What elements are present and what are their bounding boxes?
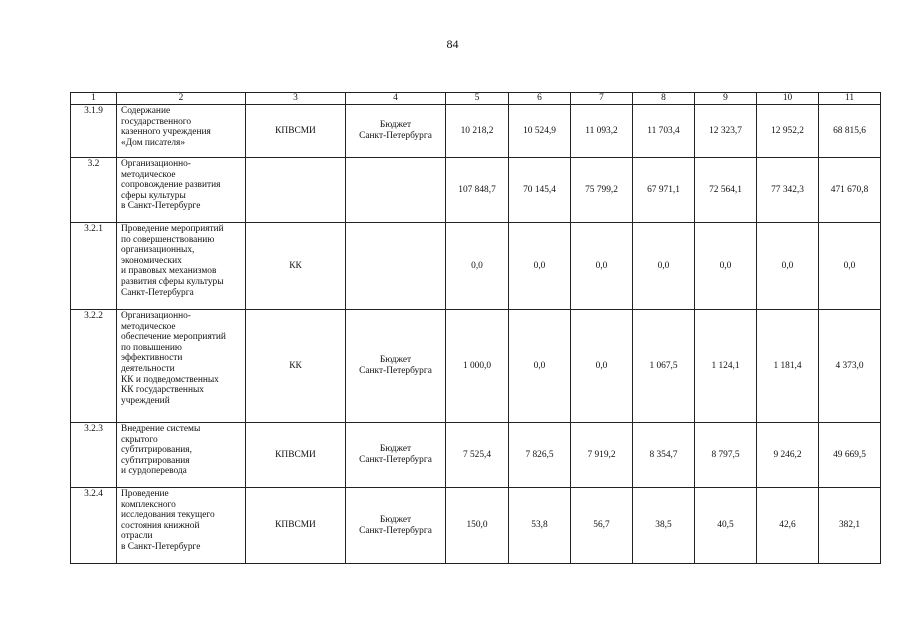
row-value: 75 799,2 bbox=[571, 158, 633, 223]
row-executor: КПВСМИ bbox=[246, 423, 346, 488]
row-value: 0,0 bbox=[757, 223, 819, 310]
table-row bbox=[71, 158, 881, 223]
row-value: 10 524,9 bbox=[509, 105, 571, 158]
row-value: 42,6 bbox=[757, 488, 819, 564]
row-value: 1 181,4 bbox=[757, 310, 819, 423]
row-value: 77 342,3 bbox=[757, 158, 819, 223]
row-value: 0,0 bbox=[633, 223, 695, 310]
row-value: 7 525,4 bbox=[446, 423, 509, 488]
row-name: Организационно- методическое сопровождение развития сферы культуры в Санкт-Петербурге bbox=[117, 158, 246, 223]
row-name: Организационно- методическое обеспечение мероприятий по повышению эффективности деятельности КК и подведомственных КК государственных учреждений bbox=[117, 310, 246, 423]
row-total: 49 669,5 bbox=[819, 423, 881, 488]
row-source: Бюджет Санкт-Петербурга bbox=[346, 423, 446, 488]
row-value: 67 971,1 bbox=[633, 158, 695, 223]
column-header: 5 bbox=[446, 93, 509, 105]
row-total: 68 815,6 bbox=[819, 105, 881, 158]
row-value: 8 797,5 bbox=[695, 423, 757, 488]
row-code: 3.2.2 bbox=[71, 310, 117, 423]
row-value: 11 093,2 bbox=[571, 105, 633, 158]
table-row bbox=[71, 223, 881, 310]
row-value: 70 145,4 bbox=[509, 158, 571, 223]
table-row bbox=[71, 310, 881, 423]
page-number: 84 bbox=[446, 37, 459, 51]
row-value: 150,0 bbox=[446, 488, 509, 564]
column-header: 3 bbox=[246, 93, 346, 105]
column-header: 10 bbox=[757, 93, 819, 105]
row-source: Бюджет Санкт-Петербурга bbox=[346, 310, 446, 423]
row-value: 0,0 bbox=[446, 223, 509, 310]
row-value: 0,0 bbox=[509, 310, 571, 423]
row-total: 0,0 bbox=[819, 223, 881, 310]
row-executor bbox=[246, 158, 346, 223]
column-header: 11 bbox=[819, 93, 881, 105]
row-value: 1 124,1 bbox=[695, 310, 757, 423]
row-executor: КК bbox=[246, 310, 346, 423]
row-name: Проведение комплексного исследования текущего состояния книжной отрасли в Санкт-Петербурге bbox=[117, 488, 246, 564]
row-value: 11 703,4 bbox=[633, 105, 695, 158]
table-row bbox=[71, 423, 881, 488]
row-value: 40,5 bbox=[695, 488, 757, 564]
row-name: Проведение мероприятий по совершенствованию организационных, экономических и правовых механизмов развития сферы культуры Санкт-Петербурга bbox=[117, 223, 246, 310]
row-value: 0,0 bbox=[695, 223, 757, 310]
column-header: 2 bbox=[117, 93, 246, 105]
row-value: 53,8 bbox=[509, 488, 571, 564]
budget-table bbox=[70, 92, 881, 564]
row-value: 7 919,2 bbox=[571, 423, 633, 488]
row-total: 471 670,8 bbox=[819, 158, 881, 223]
column-header: 8 bbox=[633, 93, 695, 105]
row-code: 3.2.4 bbox=[71, 488, 117, 564]
table-row bbox=[71, 105, 881, 158]
table-row bbox=[71, 488, 881, 564]
column-header: 7 bbox=[571, 93, 633, 105]
row-source bbox=[346, 158, 446, 223]
row-value: 38,5 bbox=[633, 488, 695, 564]
row-value: 10 218,2 bbox=[446, 105, 509, 158]
column-header: 9 bbox=[695, 93, 757, 105]
row-value: 0,0 bbox=[509, 223, 571, 310]
row-executor: КПВСМИ bbox=[246, 105, 346, 158]
row-value: 0,0 bbox=[571, 223, 633, 310]
row-value: 12 952,2 bbox=[757, 105, 819, 158]
row-total: 382,1 bbox=[819, 488, 881, 564]
row-total: 4 373,0 bbox=[819, 310, 881, 423]
row-name: Содержание государственного казенного учреждения «Дом писателя» bbox=[117, 105, 246, 158]
row-value: 9 246,2 bbox=[757, 423, 819, 488]
column-number-row bbox=[71, 93, 881, 105]
row-value: 7 826,5 bbox=[509, 423, 571, 488]
row-value: 72 564,1 bbox=[695, 158, 757, 223]
row-source bbox=[346, 223, 446, 310]
row-code: 3.2.3 bbox=[71, 423, 117, 488]
row-value: 107 848,7 bbox=[446, 158, 509, 223]
row-name: Внедрение системы скрытого субтитрирования, субтитрирования и сурдоперевода bbox=[117, 423, 246, 488]
row-source: Бюджет Санкт-Петербурга bbox=[346, 105, 446, 158]
column-header: 6 bbox=[509, 93, 571, 105]
row-code: 3.2 bbox=[71, 158, 117, 223]
column-header: 4 bbox=[346, 93, 446, 105]
row-executor: КК bbox=[246, 223, 346, 310]
row-value: 1 000,0 bbox=[446, 310, 509, 423]
row-value: 56,7 bbox=[571, 488, 633, 564]
row-value: 0,0 bbox=[571, 310, 633, 423]
row-executor: КПВСМИ bbox=[246, 488, 346, 564]
row-value: 12 323,7 bbox=[695, 105, 757, 158]
row-value: 1 067,5 bbox=[633, 310, 695, 423]
row-code: 3.2.1 bbox=[71, 223, 117, 310]
column-header: 1 bbox=[71, 93, 117, 105]
row-value: 8 354,7 bbox=[633, 423, 695, 488]
row-code: 3.1.9 bbox=[71, 105, 117, 158]
row-source: Бюджет Санкт-Петербурга bbox=[346, 488, 446, 564]
